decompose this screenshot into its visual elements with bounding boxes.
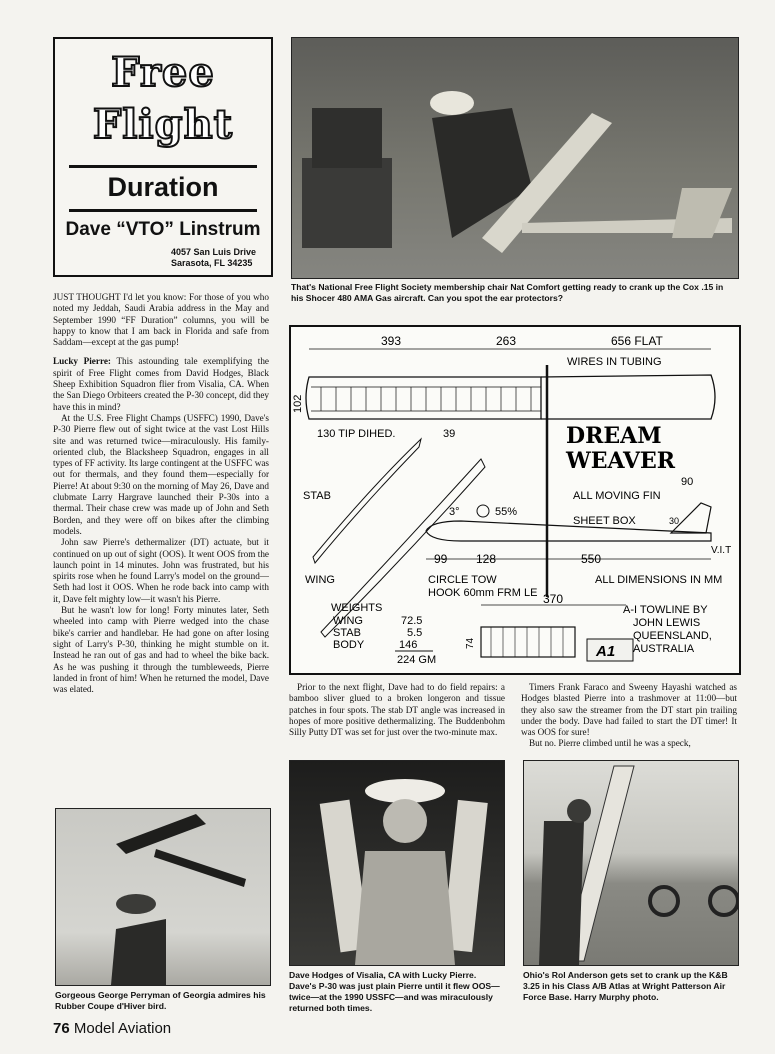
title-free: Free	[111, 49, 215, 96]
drawing-title-weaver: WEAVER	[566, 448, 676, 474]
dim-128: 128	[476, 552, 497, 566]
label-circle-tow: CIRCLE TOW	[428, 574, 497, 586]
article-paragraph: John saw Pierre's dethermalizer (DT) actuate, but it continued on up out of sight (OOS). It went OOS from the launch point in 14 minutes. John was frustrated, but his spirits rose when he found Larry's model on the ground—Seth had lost it OOS. When he rode back into camp with it, Dave felt mighty low—it wasn't his Pierre.	[53, 537, 269, 604]
photo-toolbox	[312, 108, 382, 168]
dim-74: 74	[465, 637, 476, 649]
caption-top-photo: That's National Free Flight Society membership chair Nat Comfort getting ready to crank up the Cox .15 in his Shocer 480 AMA Gas aircraft. Can you spot the ear protectors?	[291, 282, 724, 303]
dim-550: 550	[581, 552, 602, 566]
article-column-1	[53, 292, 269, 695]
label-tip-dihedral: 130 TIP DIHED.	[317, 428, 396, 440]
article-column-3	[521, 682, 737, 750]
label-cg: 55%	[495, 506, 518, 518]
label-wing: WING	[305, 574, 335, 586]
photo-face	[383, 799, 427, 843]
article-paragraph: At the U.S. Free Flight Champs (USFFC) 1990, Dave's P-30 Pierre flew out of sight twice at the vast Lost Hills site and was returned twice—miraculously. His family-oriented club, the Blacksheep Squadron, engages in all types of FF activity. Its large contingent at the USFFC was out for thermals, and they found them—especially for Pierre! At about 9:30 on the morning of May 26, Dave and clubmate Larry Hargrave launched their P-30s into a thermal. Their chase crew was made up of John and Seth Borden, and they were off on bikes after the climbing models.	[53, 412, 269, 536]
plan-drawing	[291, 327, 739, 673]
photo-illustration	[290, 761, 504, 965]
photo-model-wing	[116, 814, 206, 854]
photo-model-fuselage	[154, 849, 246, 887]
drawing-title-dream: DREAM	[566, 423, 662, 449]
weight-total: 224 GM	[397, 654, 437, 666]
title-rule-top	[69, 165, 257, 168]
article-paragraph: Timers Frank Faraco and Sweeny Hayashi watched as Hodges blasted Pierre into a trashmover at 11:00—but they also saw the streamer from the DT start pin trailing under the body. Dave had failed to start the DT timer! It was OOS for sure!	[521, 682, 737, 738]
weight-body-label: BODY	[333, 639, 365, 651]
photo-motorbike-wheel	[650, 887, 678, 915]
photo-head	[567, 799, 591, 823]
page-footer	[53, 1020, 171, 1037]
dim-656-flat: 656 FLAT	[611, 334, 663, 348]
dim-99: 99	[434, 552, 448, 566]
photo-hat	[430, 91, 474, 115]
section-heading-lucky-pierre: Lucky Pierre:	[53, 356, 111, 367]
credit-line-1: A-I TOWLINE BY	[623, 604, 708, 616]
photo-illustration	[524, 761, 738, 965]
column-title-box	[53, 37, 273, 277]
title-flight: Flight	[92, 101, 234, 148]
article-paragraph: JUST THOUGHT I'd let you know: For those of you who noted my Jeddah, Saudi Arabia address in the May and September 1990 “FF Duration” columns, you will be happy to know that I am back in Florida and safe from Saddam—except at the gas pump!	[53, 292, 269, 348]
photo-nat-comfort	[291, 37, 739, 279]
photo-rol-anderson	[523, 760, 739, 966]
wing-tip-panel	[541, 375, 715, 419]
label-vit: V.I.T	[711, 545, 732, 556]
label-all-moving-fin: ALL MOVING FIN	[573, 490, 661, 502]
weight-wing-label: WING	[333, 615, 363, 627]
caption-bottom-right: Ohio's Rol Anderson gets set to crank up the K&B 3.25 in his Class A/B Atlas at Wright Patterson Air Force Base. Harry Murphy photo.	[523, 970, 728, 1002]
weight-wing-value: 72.5	[401, 615, 423, 627]
author-address	[171, 247, 256, 269]
dim-30: 30	[669, 516, 680, 526]
dim-39: 39	[443, 428, 456, 440]
caption-bottom-left: Gorgeous George Perryman of Georgia admires his Rubber Coupe d'Hiver bird.	[55, 990, 266, 1011]
page-number: 76	[53, 1020, 70, 1037]
label-hook: HOOK 60mm FRM LE	[428, 587, 538, 599]
address-line-2: Sarasota, FL 34235	[171, 258, 253, 268]
weight-body-value: 146	[399, 639, 418, 651]
photo-illustration	[292, 38, 738, 278]
photo-dave-hodges	[289, 760, 505, 966]
article-paragraph: But no. Pierre climbed until he was a speck,	[529, 738, 691, 749]
credit-line-4: AUSTRALIA	[633, 643, 695, 655]
label-wires-in-tubing: WIRES IN TUBING	[567, 356, 662, 368]
author-name: Dave “VTO” Linstrum	[65, 219, 261, 240]
title-duration: Duration	[107, 172, 219, 202]
article-paragraph: But he wasn't low for long! Forty minutes later, Seth wheeled into camp with Pierre wedged into the chase bike's carrier and handlebar. He had gone on after losing sight of Larry's P-30, thinking he might stumble on it. Instead he ran out of gas and had to wheel the bike back. As he was pushing it through the tumbleweeds, Pierre landed in front of him! When he returned the model, Dave was elated.	[53, 605, 269, 695]
label-stab: STAB	[303, 490, 331, 502]
photo-shirt	[355, 851, 455, 965]
weight-stab-value: 5.5	[407, 627, 423, 639]
photo-george-perryman	[55, 808, 271, 986]
photo-motorbike-wheel	[710, 887, 738, 915]
cg-symbol	[477, 505, 489, 517]
credit-line-2: JOHN LEWIS	[633, 617, 701, 629]
photo-hat	[116, 894, 156, 914]
dream-weaver-drawing	[289, 325, 741, 675]
article-column-2	[289, 682, 505, 738]
weight-stab-label: STAB	[333, 627, 361, 639]
label-sheet-box: SHEET BOX	[573, 515, 636, 527]
dim-393: 393	[381, 334, 402, 348]
caption-bottom-middle: Dave Hodges of Visalia, CA with Lucky Pierre. Dave's P-30 was just plain Pierre until it flew OOS—twice—at the 1990 USSFC—and was miraculously returned both times.	[289, 970, 500, 1013]
magazine-name: Model Aviation	[73, 1020, 172, 1037]
article-paragraph-lucky-pierre	[53, 356, 269, 412]
photo-person	[111, 919, 166, 985]
dim-90: 90	[681, 476, 694, 488]
dim-370: 370	[543, 592, 564, 606]
photo-person	[539, 821, 584, 965]
class-badge-label: A1	[596, 643, 616, 660]
credit-line-3: QUEENSLAND,	[633, 630, 712, 642]
wing-planform	[306, 377, 541, 419]
label-angle: 3°	[449, 506, 460, 518]
article-paragraph: Prior to the next flight, Dave had to do field repairs: a bamboo sliver glued to a broken longeron and tissue patches in four spots. The stab DT angle was increased in hopes of more positive dethermalizing. The Buddenbohm Silly Putty DT was set for just over the two-minute max.	[289, 682, 505, 738]
photo-equipment-table	[302, 158, 392, 248]
weights-title: WEIGHTS	[331, 602, 383, 614]
address-line-1: 4057 San Luis Drive	[171, 247, 257, 257]
label-all-dimensions: ALL DIMENSIONS IN MM	[595, 574, 723, 586]
title-rule-bottom	[69, 209, 257, 212]
dim-102: 102	[292, 394, 304, 413]
fuselage-plan-view	[481, 627, 575, 657]
photo-illustration	[56, 809, 270, 985]
article-paragraph-text: This astounding tale exemplifying the spirit of Free Flight comes from David Hodges, Black Sheep Exhibition Squadron flier from Visalia, CA. When the San Diego Orbiteers created the P-30 concept, did they have this in mind?	[53, 356, 269, 412]
dim-263: 263	[496, 334, 517, 348]
